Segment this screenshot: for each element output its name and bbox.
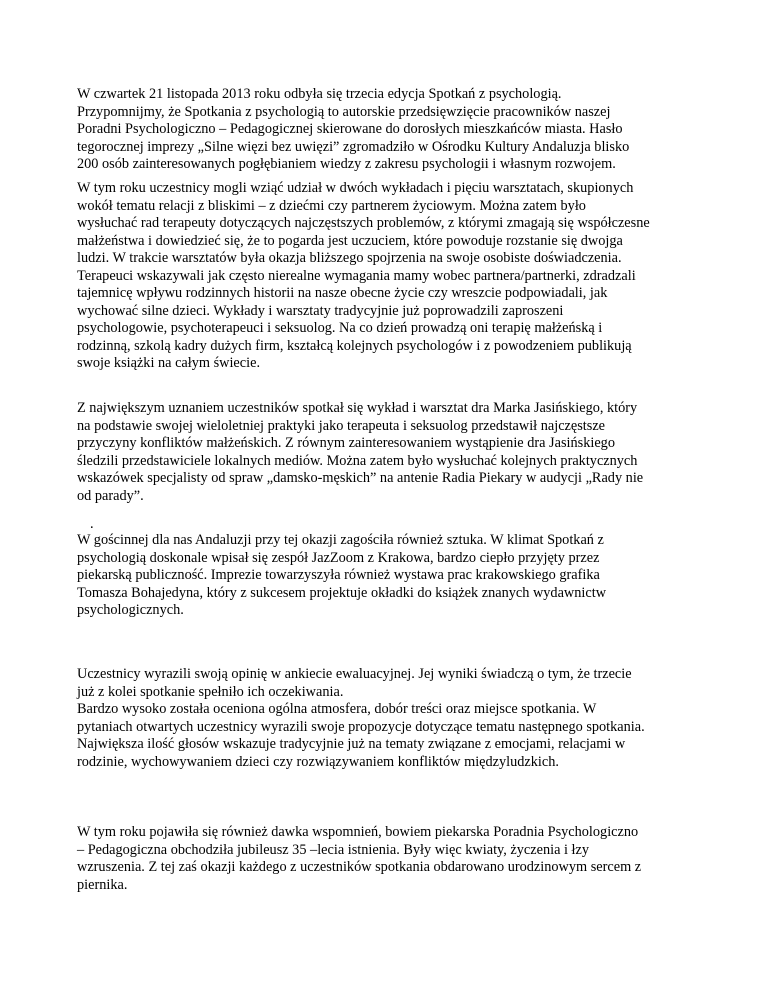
text-line: małżeństwa i dowiedzieć się, że to pogarda jest uczuciem, które powoduje rozstanie się dwojga — [77, 232, 623, 249]
paragraph-art — [77, 532, 702, 620]
text-line: psychologią doskonale wpisał się zespół JazZoom z Krakowa, bardzo ciepło przyjęty przez — [77, 549, 600, 566]
text-line: wysłuchać rad terapeuty dotyczących najczęstszych problemów, z którymi zmagają się współczesne — [77, 215, 650, 231]
text-line: W gościnnej dla nas Andaluzji przy tej okazji zagościła również sztuka. W klimat Spotkań z — [77, 532, 604, 548]
text-line: W czwartek 21 listopada 2013 roku odbyła się trzecia edycja Spotkań z psychologią. — [77, 86, 562, 102]
text-line: swoje książki na całym świecie. — [77, 355, 261, 371]
text-line: Z największym uznaniem uczestników spotkał się wykład i warsztat dra Marka Jasińskiego, który — [77, 400, 638, 416]
text-line: piernika. — [77, 876, 128, 893]
paragraph-anniversary — [77, 824, 702, 894]
text-line: – Pedagogiczna obchodziła jubileusz 35 –lecia istnienia. Były więc kwiaty, życzenia i łzy — [77, 841, 589, 858]
paragraph-event-intro — [77, 86, 702, 174]
text-line: tegorocznej imprezy „Silne więzi bez uwięzi” zgromadziło w Ośrodku Kultury Andaluzja blisko — [77, 138, 630, 155]
paragraph-program — [77, 180, 702, 373]
text-line: wychować silne dzieci. Wykłady i warsztaty tradycyjnie już poprowadzili zaproszeni — [77, 302, 564, 319]
text-line: śledzili przedstawiciele lokalnych mediów. Można zatem było wysłuchać kolejnych praktycznych — [77, 452, 638, 469]
text-line: Tomasza Bohajedyna, który z sukcesem projektuje okładki do książek znanych wydawnictw — [77, 584, 607, 601]
text-line: Przypomnijmy, że Spotkania z psychologią to autorskie przedsięwzięcie pracowników naszej — [77, 103, 611, 120]
text-line: 200 osób zainteresowanych pogłębianiem wiedzy z zakresu psychologii i własnym rozwojem. — [77, 156, 616, 172]
text-line: W tym roku pojawiła się również dawka wspomnień, bowiem piekarska Poradnia Psychologiczno — [77, 824, 639, 840]
text-line: psychologowie, psychoterapeuci i seksuolog. Na co dzień prowadzą oni terapię małżeńską i — [77, 320, 603, 336]
text-line: ludzi. W trakcie warsztatów była okazja bliższego spojrzenia na swoje osobiste doświadczenia. — [77, 250, 622, 266]
stray-dot-marker: . — [90, 516, 94, 532]
text-line: wzruszenia. Z tej zaś okazji każdego z uczestników spotkania obdarowano urodzinowym sercem z — [77, 859, 642, 875]
text-line: Uczestnicy wyrazili swoją opinię w ankiecie ewaluacyjnej. Jej wyniki świadczą o tym, że trzecie — [77, 666, 632, 682]
paragraph-lecture — [77, 400, 702, 505]
text-line: przyczyny konfliktów małżeńskich. Z równym zainteresowaniem wystąpienie dra Jasińskiego — [77, 435, 615, 451]
text-line: rodzinie, wychowywaniem dzieci czy rozwiązywaniem konfliktów międzyludzkich. — [77, 753, 559, 770]
text-line: W tym roku uczestnicy mogli wziąć udział w dwóch wykładach i pięciu warsztatach, skupionych — [77, 180, 634, 196]
text-line: piekarską publiczność. Imprezie towarzyszyła również wystawa prac krakowskiego grafika — [77, 567, 600, 583]
paragraph-survey — [77, 666, 702, 771]
text-line: pytaniach otwartych uczestnicy wyrazili swoje propozycje dotyczące tematu następnego spotkania. — [77, 718, 645, 735]
text-line: psychologicznych. — [77, 602, 184, 618]
text-line: wskazówek specjalisty od spraw „damsko-męskich” na antenie Radia Piekary w audycji „Rady nie — [77, 470, 644, 486]
text-line: Największa ilość głosów wskazuje tradycyjnie już na tematy związane z emocjami, relacjami w — [77, 736, 626, 752]
text-line: już z kolei spotkanie spełniło ich oczekiwania. — [77, 683, 344, 700]
text-line: Poradni Psychologiczno – Pedagogicznej skierowane do dorosłych mieszkańców miasta. Hasło — [77, 121, 623, 137]
text-line: od parady”. — [77, 487, 144, 504]
text-line: wokół tematu relacji z bliskimi – z dziećmi czy partnerem życiowym. Można zatem było — [77, 197, 586, 214]
text-line: na podstawie swojej wieloletniej praktyki jako terapeuta i seksuolog przedstawił najczęstsze — [77, 417, 606, 434]
text-line: Terapeuci wskazywali jak często nierealne wymagania mamy wobec partnera/partnerki, zdradzali — [77, 267, 636, 284]
text-line: rodzinną, szkolą kadry dużych firm, kształcą kolejnych psychologów i z powodzeniem publikują — [77, 337, 632, 354]
text-line: Bardzo wysoko została oceniona ogólna atmosfera, dobór treści oraz miejsce spotkania. W — [77, 701, 597, 717]
text-line: tajemnicę wpływu rodzinnych historii na nasze obecne życie czy wreszcie podpowiadali, jak — [77, 285, 608, 301]
